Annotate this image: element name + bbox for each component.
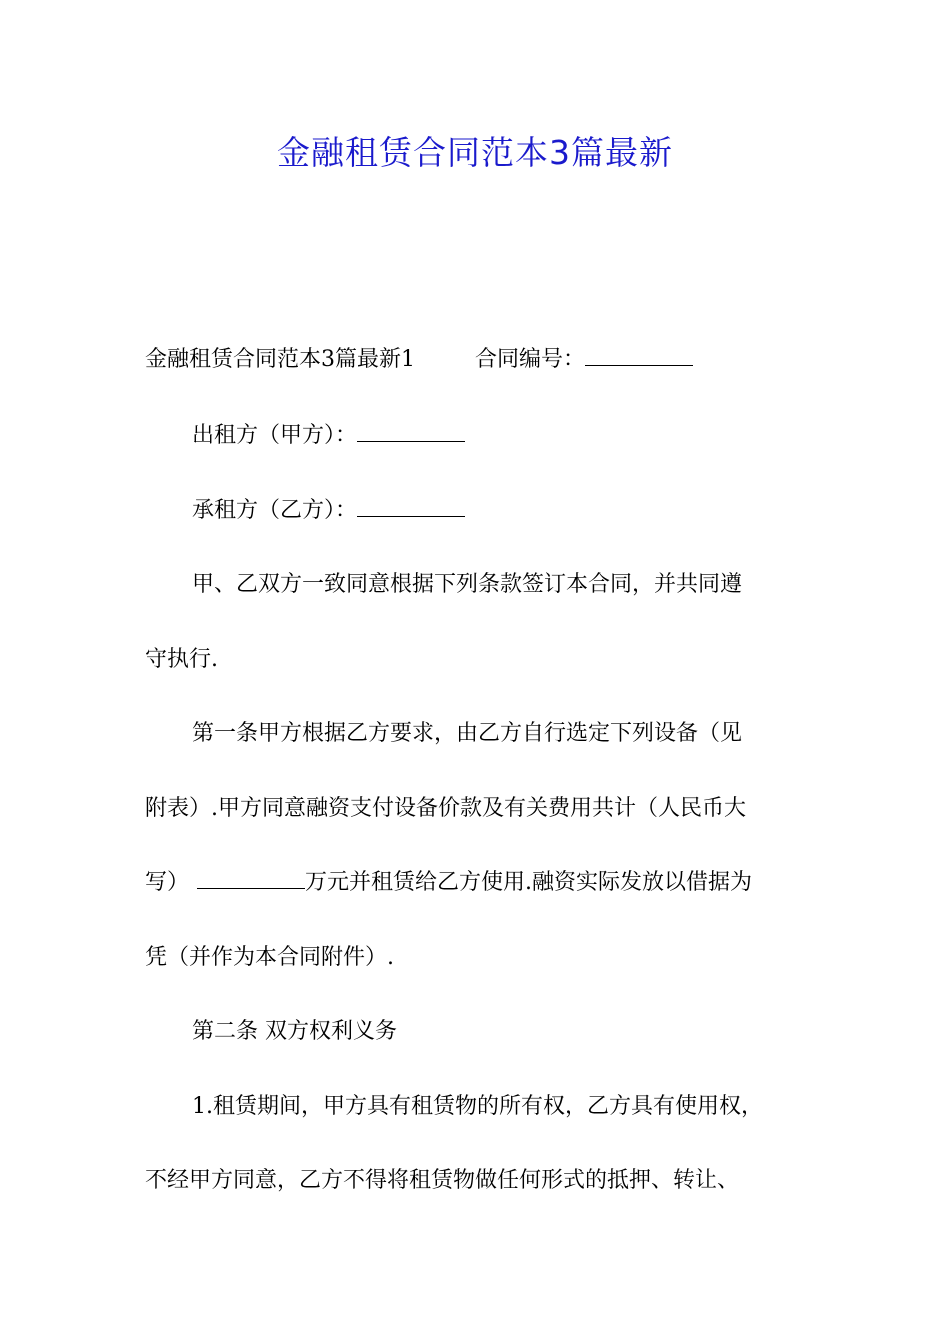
lessor-line [192, 419, 882, 453]
amount-blank [197, 866, 305, 889]
paragraph-2-line-1: 第一条甲方根据乙方要求，由乙方自行选定下列设备（见 [192, 721, 743, 746]
paragraph-2-line-2: 附表）.甲方同意融资支付设备价款及有关费用共计（人民币大 [145, 796, 746, 821]
lessee-blank [357, 494, 465, 517]
paragraph-2-line-3-start: 写） [145, 870, 190, 895]
paragraph-1-line-2: 守执行. [145, 647, 218, 672]
lessee-line [192, 494, 882, 528]
contract-number-label: 合同编号： [475, 347, 586, 372]
item-1-line-1: 1.租赁期间，甲方具有租赁物的所有权，乙方具有使用权， [192, 1094, 763, 1119]
item-1-line-2: 不经甲方同意，乙方不得将租赁物做任何形式的抵押、转让、 [145, 1168, 740, 1193]
lessee-label: 承租方（乙方）： [192, 498, 358, 523]
document-title: 金融租赁合同范本3篇最新 [277, 133, 673, 172]
document-subtitle: 金融租赁合同范本3篇最新1 [145, 347, 415, 372]
contract-number-blank [585, 343, 693, 366]
paragraph-2-line-3-end: 万元并租赁给乙方使用.融资实际发放以借据为 [305, 870, 753, 895]
article-2-heading: 第二条 双方权利义务 [192, 1019, 397, 1044]
paragraph-1-line-1: 甲、乙双方一致同意根据下列条款签订本合同，并共同遵 [192, 572, 743, 597]
paragraph-2-line-3 [145, 866, 835, 900]
lessor-label: 出租方（甲方）： [192, 423, 358, 448]
paragraph-2-line-4: 凭（并作为本合同附件）. [145, 945, 394, 970]
contract-header-line [145, 343, 835, 377]
lessor-blank [357, 419, 465, 442]
